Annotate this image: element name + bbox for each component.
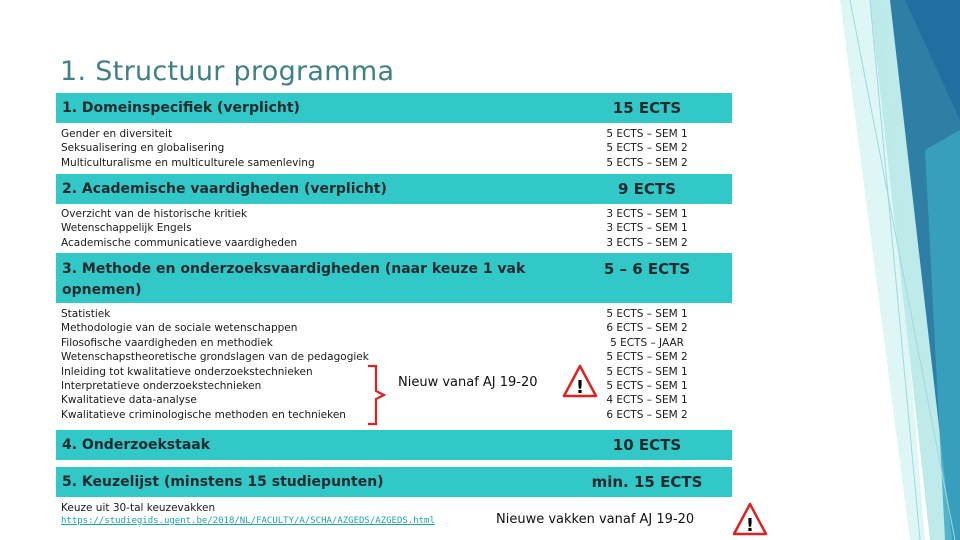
red-brace-icon xyxy=(366,364,388,426)
list-value: 5 ECTS – SEM 1 xyxy=(606,308,688,320)
list-item: Seksualisering en globalisering xyxy=(61,142,225,155)
list-value: 3 ECTS – SEM 1 xyxy=(606,222,688,235)
section-1-ects: 15 ECTS xyxy=(612,99,682,117)
section-2-ects: 9 ECTS xyxy=(618,180,676,198)
list-item: Wetenschappelijk Engels xyxy=(61,222,192,235)
section-4-header xyxy=(56,430,732,460)
list-value: 5 ECTS – SEM 1 xyxy=(606,380,688,393)
section-5-note: Nieuwe vakken vanaf AJ 19-20 xyxy=(496,512,695,527)
list-item: Kwalitatieve criminologische methoden en technieken xyxy=(61,408,346,421)
list-item: Wetenschapstheoretische grondslagen van de pedagogiek xyxy=(61,351,369,364)
section-5-text: Keuze uit 30-tal keuzevakken xyxy=(61,502,216,514)
list-value: 5 ECTS – SEM 1 xyxy=(606,365,688,378)
list-value: 5 ECTS – JAAR xyxy=(610,336,684,349)
section-1-header xyxy=(56,93,732,123)
list-value: 4 ECTS – SEM 1 xyxy=(606,394,688,407)
list-item: Filosofische vaardigheden en methodiek xyxy=(61,336,273,349)
decorative-shapes xyxy=(720,0,960,540)
section-1-values xyxy=(562,127,732,170)
list-value: 6 ECTS – SEM 2 xyxy=(606,408,688,421)
section-5-ects: min. 15 ECTS xyxy=(591,473,703,491)
list-value: 3 ECTS – SEM 1 xyxy=(606,208,688,220)
list-item: Gender en diversiteit xyxy=(61,128,173,140)
studiegids-link[interactable]: https://studiegids.ugent.be/2018/NL/FACULTY/A/SCHA/AZGEDS/AZGEDS.html xyxy=(61,516,435,526)
list-value: 6 ECTS – SEM 2 xyxy=(606,322,688,335)
section-3-heading-line2: opnemen) xyxy=(62,282,142,298)
section-4-ects: 10 ECTS xyxy=(612,436,682,454)
list-item: Statistiek xyxy=(61,308,111,320)
section-5-heading: 5. Keuzelijst (minstens 15 studiepunten) xyxy=(62,474,384,490)
section-2-list xyxy=(61,207,297,250)
section-1-list xyxy=(61,127,315,170)
list-value: 5 ECTS – SEM 2 xyxy=(606,156,688,169)
list-value: 5 ECTS – SEM 1 xyxy=(606,128,688,140)
list-value: 5 ECTS – SEM 2 xyxy=(606,142,688,155)
section-2-heading: 2. Academische vaardigheden (verplicht) xyxy=(62,181,387,197)
list-value: 5 ECTS – SEM 2 xyxy=(606,351,688,364)
section-3-ects: 5 – 6 ECTS xyxy=(603,260,691,278)
list-item: Kwalitatieve data-analyse xyxy=(61,394,197,407)
list-item: Inleiding tot kwalitatieve onderzoekstechnieken xyxy=(61,365,313,378)
list-item: Overzicht van de historische kritiek xyxy=(61,208,248,220)
list-value: 3 ECTS – SEM 2 xyxy=(606,236,688,249)
section-4-heading: 4. Onderzoekstaak xyxy=(62,437,211,453)
warning-icon xyxy=(732,502,768,536)
list-item: Methodologie van de sociale wetenschappen xyxy=(61,322,298,335)
list-item: Academische communicatieve vaardigheden xyxy=(61,236,298,249)
section-5-header xyxy=(56,467,732,497)
section-3-header xyxy=(56,253,732,303)
section-3-list xyxy=(61,307,369,422)
section-1-heading: 1. Domeinspecifiek (verplicht) xyxy=(62,100,300,116)
page-title: 1. Structuur programma xyxy=(60,56,395,87)
section-3-note: Nieuw vanaf AJ 19-20 xyxy=(398,375,538,390)
section-2-values xyxy=(562,207,732,250)
list-item: Interpretatieve onderzoekstechnieken xyxy=(61,380,262,393)
warning-symbol: ! xyxy=(575,377,585,398)
warning-icon xyxy=(562,364,598,398)
warning-symbol: ! xyxy=(745,515,755,536)
list-item: Multiculturalisme en multiculturele samenleving xyxy=(61,156,315,169)
section-3-heading-line1: 3. Methode en onderzoeksvaardigheden (naar keuze 1 vak xyxy=(62,261,526,277)
section-2-header xyxy=(56,174,732,204)
